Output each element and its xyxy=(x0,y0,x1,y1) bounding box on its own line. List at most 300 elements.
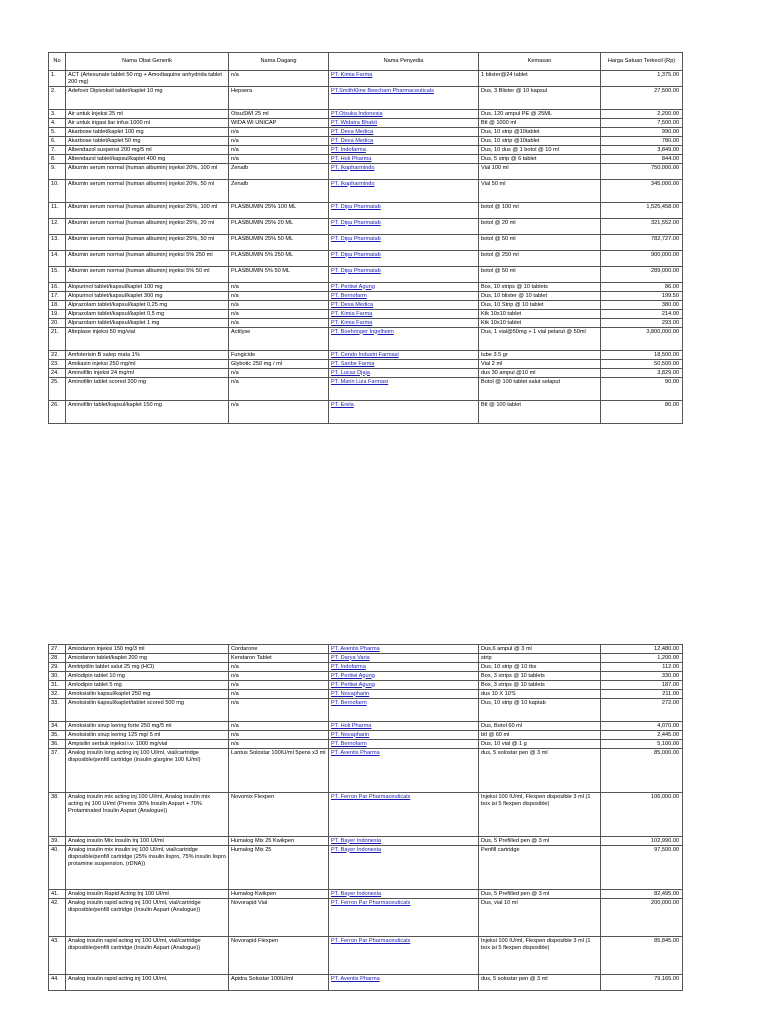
cell-supplier-link[interactable]: PT. Dexa Medica xyxy=(329,137,479,146)
cell-generic-name: Albendazol suspensi 200 mg/5 ml xyxy=(66,146,229,155)
cell-generic-name: Alteplase injeksi 50 mg/vial xyxy=(66,328,229,351)
cell-generic-name: Amlodipin tablet 5 mg xyxy=(66,681,229,690)
cell-no: 24. xyxy=(49,369,66,378)
cell-packaging: btl @ 60 ml xyxy=(479,731,601,740)
cell-no: 4. xyxy=(49,119,66,128)
cell-supplier-link[interactable]: PT. Dexa Medica xyxy=(329,128,479,137)
cell-no: 19. xyxy=(49,310,66,319)
cell-packaging: Dus, 5 strip @ 6 tablet xyxy=(479,155,601,164)
cell-packaging: dus, 5 solostar pen @ 3 ml xyxy=(479,749,601,793)
cell-trade-name: Hepsera xyxy=(229,87,329,110)
table-row xyxy=(49,180,683,203)
cell-packaging: Dus, 10 vial @ 1 g xyxy=(479,740,601,749)
cell-supplier-link[interactable]: PT. Bernofarm xyxy=(329,292,479,301)
cell-packaging: Dus, 10 dus @ 1 botol @ 10 ml xyxy=(479,146,601,155)
cell-supplier-link[interactable]: PT. Indofarma xyxy=(329,146,479,155)
table-1-body xyxy=(49,71,683,424)
table-row xyxy=(49,369,683,378)
cell-supplier-link[interactable]: PT. Dipa Pharmalab xyxy=(329,235,479,251)
cell-generic-name: Analog insulin Rapid Acting Inj 100 UI/ml xyxy=(66,890,229,899)
table-row xyxy=(49,119,683,128)
cell-packaging: Vial 2 ml xyxy=(479,360,601,369)
cell-generic-name: Alopurinol tablet/kapsul/kaplet 300 mg xyxy=(66,292,229,301)
cell-packaging: Ktk 10x10 tablet xyxy=(479,319,601,328)
header-trade-name: Nama Dagang xyxy=(229,53,329,71)
table-row xyxy=(49,699,683,722)
cell-trade-name: Novorapid Vial xyxy=(229,899,329,937)
table-row xyxy=(49,793,683,837)
cell-generic-name: Albendazol tablet/kapsul/kaplet 400 mg xyxy=(66,155,229,164)
cell-unit-price: 780.00 xyxy=(601,137,683,146)
cell-generic-name: Analog insulin rapid acting inj 100 UI/ml, vial/cartridge disposible/penfill cartridge (Insulin Aspart (Analogue)) xyxy=(66,937,229,975)
cell-packaging: botol @ 50 ml xyxy=(479,267,601,283)
cell-trade-name: Humalog Mix 25 Kwikpen xyxy=(229,837,329,846)
cell-no: 35. xyxy=(49,731,66,740)
cell-trade-name: Humalog Kwikpen xyxy=(229,890,329,899)
table-row xyxy=(49,137,683,146)
cell-no: 2. xyxy=(49,87,66,110)
cell-trade-name: Glybotic 250 mg / ml xyxy=(229,360,329,369)
cell-packaging: Dus, 10 strip @ 10 tbs xyxy=(479,663,601,672)
cell-packaging: botol @ 20 ml xyxy=(479,219,601,235)
cell-supplier-link[interactable]: PT. Ferron Par Pharmaceuticals xyxy=(329,793,479,837)
header-packaging: Kemasan xyxy=(479,53,601,71)
cell-trade-name: n/a xyxy=(229,369,329,378)
cell-trade-name: WIDA WI UNICAP xyxy=(229,119,329,128)
table-row xyxy=(49,360,683,369)
table-row xyxy=(49,164,683,180)
table-row xyxy=(49,235,683,251)
cell-packaging: Btl @ 1000 ml xyxy=(479,119,601,128)
table-row xyxy=(49,690,683,699)
cell-supplier-link[interactable]: PT. Pertiwi Agung xyxy=(329,672,479,681)
cell-unit-price: 5,100.00 xyxy=(601,740,683,749)
cell-no: 17. xyxy=(49,292,66,301)
cell-trade-name: PLASBUMIN 25% 50 ML xyxy=(229,235,329,251)
cell-trade-name: Fungicide xyxy=(229,351,329,360)
cell-no: 9. xyxy=(49,164,66,180)
cell-supplier-link[interactable]: PT. Dipa Pharmalab xyxy=(329,219,479,235)
cell-supplier-link[interactable]: PT. Ferron Par Pharmaceuticals xyxy=(329,899,479,937)
cell-supplier-link[interactable]: PT. Holi Pharma xyxy=(329,155,479,164)
cell-unit-price: 1,200.00 xyxy=(601,654,683,663)
cell-no: 13. xyxy=(49,235,66,251)
cell-generic-name: Analog insulin mix acting inj 100 UI/ml, Analog insulin mix acting inj 100 UI/ml (Premix 30% Insulin Aspart + 70% Protaminated Insulin Aspart (Analogue)) xyxy=(66,793,229,837)
cell-packaging: Dus, 3 Blister @ 10 kapsul xyxy=(479,87,601,110)
cell-packaging: Dus, 10 strip @ 10 kaptab xyxy=(479,699,601,722)
cell-unit-price: 3,849.00 xyxy=(601,146,683,155)
cell-supplier-link[interactable]: PT. Dipa Pharmalab xyxy=(329,267,479,283)
cell-packaging: Botol @ 100 tablet salut selaput xyxy=(479,378,601,401)
table-row xyxy=(49,890,683,899)
table-row xyxy=(49,937,683,975)
cell-trade-name: n/a xyxy=(229,155,329,164)
table-row xyxy=(49,203,683,219)
cell-packaging: botol @ 100 ml xyxy=(479,203,601,219)
cell-no: 25. xyxy=(49,378,66,401)
cell-packaging: Dus, 120 ampul PE @ 25ML xyxy=(479,110,601,119)
cell-no: 23. xyxy=(49,360,66,369)
cell-trade-name: Kendaron Tablet xyxy=(229,654,329,663)
table-row xyxy=(49,292,683,301)
cell-no: 21. xyxy=(49,328,66,351)
cell-generic-name: Aminofilin injeksi 24 mg/ml xyxy=(66,369,229,378)
cell-trade-name: Lantus Solostar 100IU/ml 5pens x3 ml xyxy=(229,749,329,793)
cell-generic-name: Amikasin injeksi 250 mg/ml xyxy=(66,360,229,369)
cell-unit-price: 321,552.00 xyxy=(601,219,683,235)
cell-unit-price: 200,000.00 xyxy=(601,899,683,937)
cell-unit-price: 97,500.00 xyxy=(601,846,683,890)
cell-trade-name: Zenalb xyxy=(229,180,329,203)
cell-no: 41. xyxy=(49,890,66,899)
cell-packaging: Dus, 10 blister @ 10 tablet xyxy=(479,292,601,301)
cell-no: 12. xyxy=(49,219,66,235)
cell-supplier-link[interactable]: PT. Holi Pharma xyxy=(329,722,479,731)
cell-supplier-link[interactable]: PT. Lucas Djaja xyxy=(329,369,479,378)
table-row xyxy=(49,319,683,328)
cell-no: 3. xyxy=(49,110,66,119)
cell-supplier-link[interactable]: PT. Ikapharmindo xyxy=(329,180,479,203)
cell-generic-name: Alprazolam tablet/kapsul/kaplet 0,25 mg xyxy=(66,301,229,310)
cell-packaging: Dus, 5 Prefilled pen @ 3 ml xyxy=(479,890,601,899)
cell-no: 36. xyxy=(49,740,66,749)
cell-supplier-link[interactable]: PT. Darya Varia xyxy=(329,654,479,663)
cell-packaging: Box, 3 strips @ 10 tablets xyxy=(479,672,601,681)
cell-packaging: dus 30 ampul @10 ml xyxy=(479,369,601,378)
cell-packaging: Btl @ 100 tablet xyxy=(479,401,601,424)
table-row xyxy=(49,681,683,690)
table-row xyxy=(49,749,683,793)
cell-packaging: Injeksi 100 IU/ml, Flexpen disposible 3 ml (1 box isi 5 flexpen disposible) xyxy=(479,937,601,975)
cell-unit-price: 214.00 xyxy=(601,310,683,319)
cell-generic-name: Adefovir Dipivoksil tablet/kaplet 10 mg xyxy=(66,87,229,110)
cell-no: 43. xyxy=(49,937,66,975)
cell-packaging: Penfill cartridge xyxy=(479,846,601,890)
cell-supplier-link[interactable]: PT. Dexa Medica xyxy=(329,301,479,310)
cell-no: 39. xyxy=(49,837,66,846)
cell-supplier-link[interactable]: PT. Bayer Indonesia xyxy=(329,846,479,890)
cell-supplier-link[interactable]: PT. Cendo Industri Farmasi xyxy=(329,351,479,360)
cell-no: 16. xyxy=(49,283,66,292)
table-row xyxy=(49,328,683,351)
cell-unit-price: 211.00 xyxy=(601,690,683,699)
table-row xyxy=(49,267,683,283)
cell-no: 6. xyxy=(49,137,66,146)
cell-no: 5. xyxy=(49,128,66,137)
cell-trade-name: OtsuSWI 25 ml xyxy=(229,110,329,119)
cell-no: 37. xyxy=(49,749,66,793)
drug-price-table-1 xyxy=(48,52,683,424)
cell-packaging: Vial 100 ml xyxy=(479,164,601,180)
cell-trade-name: Zenalb xyxy=(229,164,329,180)
cell-generic-name: Air untuk Injeksi 25 ml xyxy=(66,110,229,119)
cell-trade-name: n/a xyxy=(229,292,329,301)
cell-no: 20. xyxy=(49,319,66,328)
cell-unit-price: 106,000.00 xyxy=(601,793,683,837)
cell-trade-name: PLASBUMIN 5% 250 ML xyxy=(229,251,329,267)
cell-packaging: Ktk 10x10 tablet xyxy=(479,310,601,319)
cell-unit-price: 3,800,000.00 xyxy=(601,328,683,351)
cell-packaging: strip xyxy=(479,654,601,663)
cell-packaging: 1 blister@24 tablet xyxy=(479,71,601,87)
cell-supplier-link[interactable]: PT. Bernofarm xyxy=(329,699,479,722)
table-row xyxy=(49,672,683,681)
cell-packaging: Dus, 10 strip @10tablet xyxy=(479,128,601,137)
table-row xyxy=(49,146,683,155)
cell-generic-name: Albumin serum normal (human albumin) injeksi 25%, 50 ml xyxy=(66,235,229,251)
cell-no: 8. xyxy=(49,155,66,164)
cell-no: 14. xyxy=(49,251,66,267)
cell-unit-price: 750,000.00 xyxy=(601,164,683,180)
cell-supplier-link[interactable]: PT. Ikapharmindo xyxy=(329,164,479,180)
cell-unit-price: 900,000.00 xyxy=(601,251,683,267)
table-row xyxy=(49,71,683,87)
cell-no: 15. xyxy=(49,267,66,283)
cell-unit-price: 27,500.00 xyxy=(601,87,683,110)
table-row xyxy=(49,283,683,292)
cell-supplier-link[interactable]: PT. Kimia Farma xyxy=(329,71,479,87)
cell-trade-name: n/a xyxy=(229,319,329,328)
cell-supplier-link[interactable]: PT. Erela xyxy=(329,401,479,424)
cell-unit-price: 330.00 xyxy=(601,672,683,681)
table-row xyxy=(49,401,683,424)
table-row xyxy=(49,654,683,663)
cell-packaging: Dus, Botol 60 ml xyxy=(479,722,601,731)
table-row xyxy=(49,310,683,319)
cell-unit-price: 90.00 xyxy=(601,378,683,401)
cell-unit-price: 80.00 xyxy=(601,401,683,424)
cell-unit-price: 844.00 xyxy=(601,155,683,164)
cell-trade-name: n/a xyxy=(229,146,329,155)
table-row xyxy=(49,722,683,731)
cell-packaging: Dus, 10 Strip @ 10 tablet xyxy=(479,301,601,310)
cell-trade-name: PLASBUMIN 25% 20 ML xyxy=(229,219,329,235)
cell-packaging: tube 3.5 gr xyxy=(479,351,601,360)
table-row xyxy=(49,846,683,890)
cell-unit-price: 85,845.00 xyxy=(601,937,683,975)
cell-trade-name: Novorapid Flexpen xyxy=(229,937,329,975)
cell-generic-name: Aminofilin tablet scored 200 mg xyxy=(66,378,229,401)
cell-trade-name: n/a xyxy=(229,301,329,310)
table-row xyxy=(49,837,683,846)
cell-packaging: botol @ 250 ml xyxy=(479,251,601,267)
cell-unit-price: 86.00 xyxy=(601,283,683,292)
cell-generic-name: Albumin serum normal (human albumin) injeksi 5% 250 ml xyxy=(66,251,229,267)
cell-trade-name: n/a xyxy=(229,71,329,87)
cell-unit-price: 345,000.00 xyxy=(601,180,683,203)
cell-generic-name: ACT (Artesunate tablet 50 mg + Amodiaquine anhydrida tablet 200 mg) xyxy=(66,71,229,87)
cell-generic-name: Albumin serum normal (human albumin) injeksi 25%, 100 ml xyxy=(66,203,229,219)
header-unit-price: Harga Satuan Terkecil (Rp) xyxy=(601,53,683,71)
cell-supplier-link[interactable]: PT. Marin Liza Farmasi xyxy=(329,378,479,401)
cell-generic-name: Analog insulin Mix Insulin Inj 100 UI/ml xyxy=(66,837,229,846)
cell-no: 1. xyxy=(49,71,66,87)
cell-unit-price: 82,495.00 xyxy=(601,890,683,899)
cell-packaging: Dus, 1 vial@50mg + 1 vial pelarut @ 50ml xyxy=(479,328,601,351)
cell-supplier-link[interactable]: PT. Kimia Farma xyxy=(329,319,479,328)
table-row xyxy=(49,731,683,740)
cell-no: 38. xyxy=(49,793,66,837)
cell-unit-price: 2,445.00 xyxy=(601,731,683,740)
table-row xyxy=(49,351,683,360)
cell-trade-name: n/a xyxy=(229,663,329,672)
cell-supplier-link[interactable]: PT. Pertiwi Agung xyxy=(329,283,479,292)
cell-generic-name: Albumin serum normal (human albumin) injeksi 5% 50 ml xyxy=(66,267,229,283)
cell-supplier-link[interactable]: PT. Dipa Pharmalab xyxy=(329,251,479,267)
cell-unit-price: 112.00 xyxy=(601,663,683,672)
cell-supplier-link[interactable]: PT. Novapharin xyxy=(329,690,479,699)
cell-supplier-link[interactable]: PT. Boehringer Ingelheim xyxy=(329,328,479,351)
cell-supplier-link[interactable]: PT.SmithKline Beecham Pharmaceuticals xyxy=(329,87,479,110)
cell-unit-price: 187.00 xyxy=(601,681,683,690)
cell-packaging: Dus, vial 10 ml xyxy=(479,899,601,937)
cell-no: 32. xyxy=(49,690,66,699)
cell-unit-price: 102,990.00 xyxy=(601,837,683,846)
cell-generic-name: Amiodaron tablet/kaplet 200 mg xyxy=(66,654,229,663)
cell-trade-name: n/a xyxy=(229,681,329,690)
cell-generic-name: Amlodipin tablet 10 mg xyxy=(66,672,229,681)
cell-no: 18. xyxy=(49,301,66,310)
cell-unit-price: 199.50 xyxy=(601,292,683,301)
cell-generic-name: Alopurinol tablet/kapsul/kaplet 100 mg xyxy=(66,283,229,292)
cell-no: 44. xyxy=(49,975,66,991)
cell-generic-name: Albumin serum normal (human albumin) injeksi 25%, 20 ml xyxy=(66,219,229,235)
cell-supplier-link[interactable]: PT. Bayer Indonesia xyxy=(329,890,479,899)
cell-supplier-link[interactable]: PT. Aventis Pharma xyxy=(329,749,479,793)
cell-generic-name: Alprazolam tablet/kapsul/kaplet 1 mg xyxy=(66,319,229,328)
cell-no: 28. xyxy=(49,654,66,663)
cell-no: 27. xyxy=(49,645,66,654)
cell-generic-name: Akarbose tablet/kaplet 50 mg xyxy=(66,137,229,146)
cell-trade-name: n/a xyxy=(229,310,329,319)
table-row xyxy=(49,110,683,119)
cell-supplier-link[interactable]: PT. Aventis Pharma xyxy=(329,975,479,991)
cell-trade-name: Novomix Flexpen xyxy=(229,793,329,837)
cell-trade-name: n/a xyxy=(229,283,329,292)
cell-unit-price: 2,200.00 xyxy=(601,110,683,119)
cell-supplier-link[interactable]: PT. Aventis Pharma xyxy=(329,645,479,654)
cell-supplier-link[interactable]: PT. Kimia Farma xyxy=(329,310,479,319)
cell-unit-price: 990.00 xyxy=(601,128,683,137)
cell-generic-name: Amoksisilin kapsul/kaplet/tablet scored 500 mg xyxy=(66,699,229,722)
cell-unit-price: 7,500.00 xyxy=(601,119,683,128)
table-row xyxy=(49,740,683,749)
cell-generic-name: Analog insulin rapid acting inj 100 UI/ml, xyxy=(66,975,229,991)
cell-packaging: Box, 3 strips @ 10 tablets xyxy=(479,681,601,690)
cell-packaging: Dus, 5 Prefilled pen @ 3 ml xyxy=(479,837,601,846)
cell-unit-price: 79,165.00 xyxy=(601,975,683,991)
table-2-body xyxy=(49,645,683,991)
cell-no: 7. xyxy=(49,146,66,155)
cell-supplier-link[interactable]: PT. Novapharin xyxy=(329,731,479,740)
cell-supplier-link[interactable]: PT. Pertiwi Agung xyxy=(329,681,479,690)
cell-no: 33. xyxy=(49,699,66,722)
cell-packaging: botol @ 50 ml xyxy=(479,235,601,251)
cell-no: 30. xyxy=(49,672,66,681)
cell-trade-name: n/a xyxy=(229,128,329,137)
cell-no: 34. xyxy=(49,722,66,731)
cell-no: 26. xyxy=(49,401,66,424)
cell-unit-price: 18,500.00 xyxy=(601,351,683,360)
cell-trade-name: n/a xyxy=(229,401,329,424)
cell-unit-price: 782,727.00 xyxy=(601,235,683,251)
cell-unit-price: 12,480.00 xyxy=(601,645,683,654)
cell-generic-name: Akarbose tablet/kaplet 100 mg xyxy=(66,128,229,137)
cell-trade-name: n/a xyxy=(229,137,329,146)
header-supplier: Nama Penyedia xyxy=(329,53,479,71)
cell-trade-name: PLASBUMIN 5% 50 ML xyxy=(229,267,329,283)
cell-trade-name: n/a xyxy=(229,740,329,749)
cell-generic-name: Analog insulin mix insulin inj 100 UI/ml, vial/cartridge disposible/penfill cartridge (25% insulin lispro, 75% insulin lispro protamine suspension, (rDNA)) xyxy=(66,846,229,890)
cell-trade-name: n/a xyxy=(229,699,329,722)
cell-unit-price: 85,000.00 xyxy=(601,749,683,793)
header-no: No xyxy=(49,53,66,71)
cell-generic-name: Albumin serum normal (human albumin) injeksi 20%, 50 ml xyxy=(66,180,229,203)
cell-generic-name: Amoksisilin sirup kering 125 mg/ 5 ml xyxy=(66,731,229,740)
cell-trade-name: Cordarone xyxy=(229,645,329,654)
cell-trade-name: n/a xyxy=(229,378,329,401)
cell-supplier-link[interactable]: PT. Bayer Indonesia xyxy=(329,837,479,846)
cell-supplier-link[interactable]: PT.Otsuka Indonesia xyxy=(329,110,479,119)
cell-unit-price: 289,000.00 xyxy=(601,267,683,283)
cell-generic-name: Albumin serum normal (human albumin) injeksi 20%, 100 ml xyxy=(66,164,229,180)
cell-trade-name: n/a xyxy=(229,731,329,740)
cell-packaging: Injeksi 100 IU/ml, Flexpen disposible 3 ml (1 box isi 5 flexpen disposible) xyxy=(479,793,601,837)
cell-generic-name: Analog insulin rapid acting inj 100 UI/ml, vial/cartridge disposible/penfill cartridge (Insulin Aspart (Analogue)) xyxy=(66,899,229,937)
cell-trade-name: n/a xyxy=(229,722,329,731)
table-row xyxy=(49,155,683,164)
header-generic-name: Nama Obat Generik xyxy=(66,53,229,71)
cell-supplier-link[interactable]: PT. Dipa Pharmalab xyxy=(329,203,479,219)
table-row xyxy=(49,975,683,991)
table-row xyxy=(49,899,683,937)
cell-packaging: Box, 10 strips @ 10 tablets xyxy=(479,283,601,292)
cell-supplier-link[interactable]: PT. Widatra Bhakti xyxy=(329,119,479,128)
cell-supplier-link[interactable]: PT. Indofarma xyxy=(329,663,479,672)
cell-supplier-link[interactable]: PT. Sanbe Farma xyxy=(329,360,479,369)
cell-generic-name: Amfoterisin B salep mata 1% xyxy=(66,351,229,360)
cell-no: 11. xyxy=(49,203,66,219)
cell-no: 10. xyxy=(49,180,66,203)
cell-unit-price: 380.00 xyxy=(601,301,683,310)
cell-unit-price: 4,070.00 xyxy=(601,722,683,731)
cell-trade-name: Actilyse xyxy=(229,328,329,351)
cell-supplier-link[interactable]: PT. Bernofarm xyxy=(329,740,479,749)
cell-generic-name: Air untuk irigasi liar infus 1000 ml xyxy=(66,119,229,128)
cell-packaging: dus 10 X 10'S xyxy=(479,690,601,699)
table-row xyxy=(49,645,683,654)
cell-generic-name: Analog insulin long acting inj 100 UI/ml, vial/cartridge disposible/penfill cartridge (insulin glargine 100 IU/ml) xyxy=(66,749,229,793)
cell-generic-name: Ampisilin serbuk injeksi i.v. 1000 mg/vial xyxy=(66,740,229,749)
cell-unit-price: 272.00 xyxy=(601,699,683,722)
drug-price-table-2 xyxy=(48,644,683,991)
cell-unit-price: 50,500.00 xyxy=(601,360,683,369)
cell-generic-name: Amiodaron injeksi 150 mg/3 ml xyxy=(66,645,229,654)
cell-supplier-link[interactable]: PT. Ferron Par Pharmaceuticals xyxy=(329,937,479,975)
cell-no: 22. xyxy=(49,351,66,360)
cell-unit-price: 293.00 xyxy=(601,319,683,328)
cell-generic-name: Amitriptilin tablet salut 25 mg (HCl) xyxy=(66,663,229,672)
cell-generic-name: Amoksisilin kapsul/kaplet 250 mg xyxy=(66,690,229,699)
cell-unit-price: 1,375.00 xyxy=(601,71,683,87)
header-row xyxy=(49,53,683,71)
cell-trade-name: n/a xyxy=(229,672,329,681)
table-row xyxy=(49,87,683,110)
table-row xyxy=(49,128,683,137)
cell-no: 29. xyxy=(49,663,66,672)
table-row xyxy=(49,219,683,235)
table-row xyxy=(49,301,683,310)
